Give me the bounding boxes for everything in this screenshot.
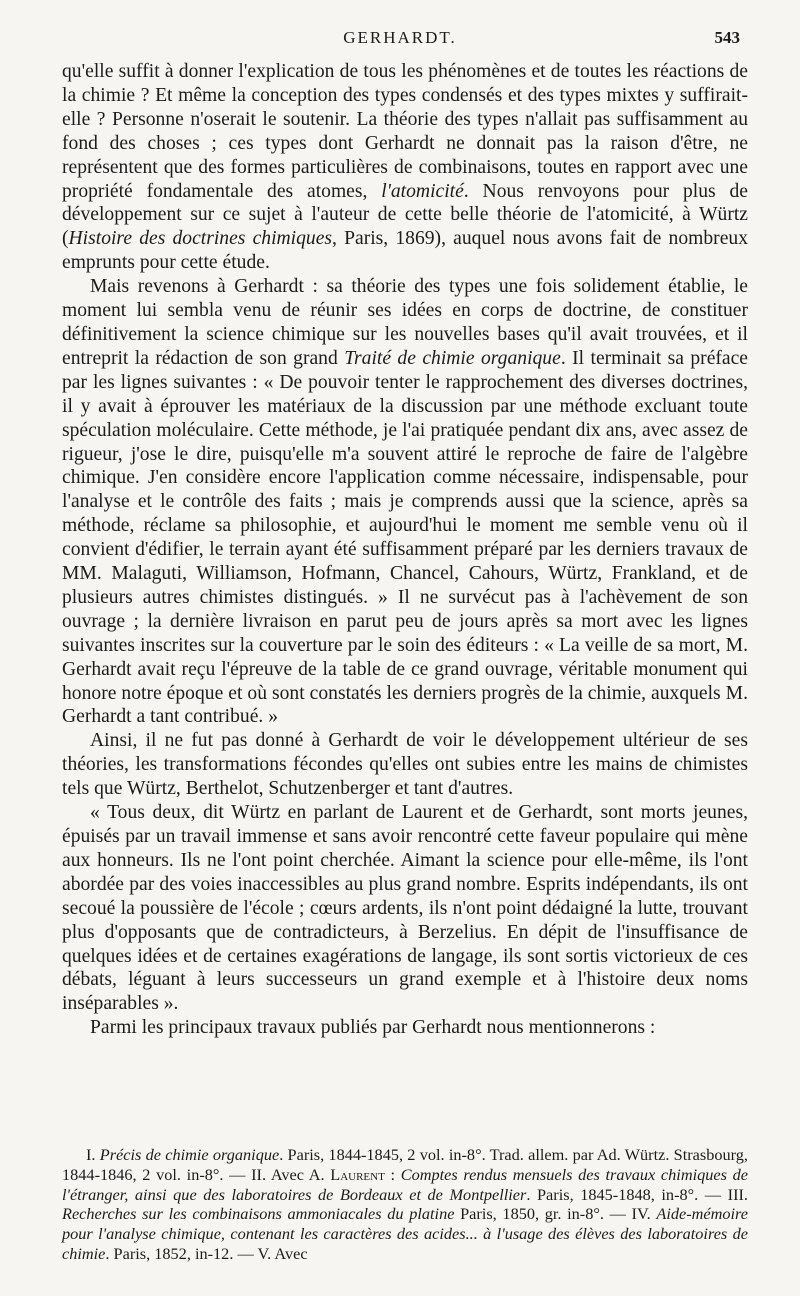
footnote-text-b: . Paris, 1844-1845, 2 vol. in-8°. Trad. allem. par Ad. Würtz. Strasbourg, 1844-1846, 2 vol. in-8°. — II. Avec A.	[62, 1145, 748, 1184]
paragraph-2-text-b: . Il terminait sa préface par les lignes suivantes : « De pouvoir tenter le rapprochement des diverses doctrines, il y avait à éprouver les matériaux de la discussion par une méthode excluant toute spéculation moléculaire. Cette méthode, je l'ai pratiquée pendant dix ans, avec assez de rigueur, j'ose le dire, puisqu'elle m'a souvent attiré le reproche de faire de l'algèbre chimique. J'en considère encore l'application comme nécessaire, indispensable, pour l'analyse et le contrôle des faits ; mais je comprends aussi que la science, après sa méthode, réclame sa philosophie, et aujourd'hui le moment me semble venu où il convient d'édifier, le terrain ayant été suffisamment préparé par les derniers travaux de MM. Malaguti, Williamson, Hofmann, Chancel, Cahours, Würtz, Frankland, et de plusieurs autres chimistes distingués. » Il ne survécut pas à l'achèvement de son ouvrage ; la dernière livraison en parut peu de jours après sa mort avec les lignes suivantes inscrites sur la couverture par le soin des éditeurs : « La veille de sa mort, M. Gerhardt avait reçu l'épreuve de la table de ce grand ouvrage, véritable monument qui honore notre époque et où sont constatés les derniers progrès de la chimie, auxquels M. Gerhardt a tant contribué. »	[62, 347, 749, 728]
footnote-italic-comptes-rendus: Comptes rendus mensuels des travaux chimiques de l'étranger, ainsi que des laboratoires de Bordeaux et de Montpellier	[62, 1164, 748, 1204]
footnote-bibliography	[62, 1145, 748, 1264]
paragraph-1-text-c: , Paris, 1869), auquel nous avons fait de nombreux emprunts pour cette étude.	[62, 228, 748, 274]
paragraph-4: « Tous deux, dit Würtz en parlant de Laurent et de Gerhardt, sont morts jeunes, épuisés par un travail immense et sans avoir rencontré cette faveur populaire qui mène aux honneurs. Ils ne l'ont point cherchée. Aimant la science pour elle-même, ils l'ont abordée par des voies inaccessibles au plus grand nombre. Esprits indépendants, ils ont secoué la poussière de l'école ; cœurs ardents, ils n'ont point dédaigné la lutte, trouvant plus d'opposants que de contradicteurs, à Berzelius. En dépit de l'insuffisance de quelques idées et de certaines exagérations de langage, ils sont sortis victorieux de ces débats, léguant à leurs successeurs un grand exemple et à l'histoire deux noms inséparables ».	[62, 802, 748, 1015]
footnote-italic-aide-memoire: Aide-mémoire pour l'analyse chimique, contenant les caractères des acides... à l'usage des élèves des laboratoires de chimie	[62, 1204, 748, 1263]
paragraph-1	[62, 60, 748, 275]
main-text	[62, 60, 748, 1040]
paragraph-1-text-a: qu'elle suffit à donner l'explication de tous les phénomènes et de toutes les réactions de la chimie ? Et même la conception des types condensés et des types mixtes y suffirait-elle ? Personne n'oserait le soutenir. La théorie des types n'allait pas suffisamment au fond des choses ; ces types dont Gerhardt ne donnait pas la raison d'être, ne représentent que des formes particulières de combinaisons, toutes en rapport avec une propriété fondamentale des atomes,	[62, 61, 748, 202]
paragraph-2	[62, 275, 748, 729]
footnotes	[62, 1145, 748, 1264]
footnote-italic-recherches: Recherches sur les combinaisons ammoniacales du platine	[62, 1204, 455, 1224]
footnote-text-d: . Paris, 1845-1848, in-8°. — III.	[526, 1184, 748, 1204]
paragraph-2-text-a: Mais revenons à Gerhardt : sa théorie des types une fois solidement établie, le moment lui sembla venu de réunir ses idées en corps de doctrine, de constituer définitivement la science chimique sur les nouvelles bases qu'il avait trouvées, et il entreprit la rédaction de son grand	[62, 276, 748, 369]
footnote-author-laurent: Laurent	[330, 1164, 385, 1184]
paragraph-5: Parmi les principaux travaux publiés par Gerhardt nous mentionnerons :	[90, 1017, 656, 1039]
footnote-text-f: . Paris, 1852, in-12. — V. Avec	[105, 1243, 308, 1263]
page-number: 543	[714, 28, 740, 47]
paragraph-1-text-b: . Nous renvoyons pour plus de développement sur ce sujet à l'auteur de cette belle théorie de l'atomicité, à Würtz (	[62, 180, 748, 250]
paragraph-2-italic-traite: Traité de chimie organique	[344, 347, 561, 369]
footnote-text-e: Paris, 1850, gr. in-8°. — IV.	[454, 1204, 657, 1224]
footnote-italic-precis: Précis de chimie organique	[99, 1145, 280, 1164]
paragraph-1-italic-histoire: Histoire des doctrines chimiques	[68, 228, 333, 250]
page-header	[60, 28, 740, 54]
footnote-text-a: I.	[86, 1145, 100, 1164]
paragraph-3: Ainsi, il ne fut pas donné à Gerhardt de voir le développement ultérieur de ses théories, les transformations fécondes qu'elles ont subies entre les mains de chimistes tels que Würtz, Berthelot, Schutzenberger et tant d'autres.	[62, 730, 748, 800]
running-title: GERHARDT.	[343, 28, 457, 47]
paragraph-1-italic-atomicite: l'atomicité	[381, 180, 464, 202]
footnote-text-c: :	[384, 1164, 401, 1184]
